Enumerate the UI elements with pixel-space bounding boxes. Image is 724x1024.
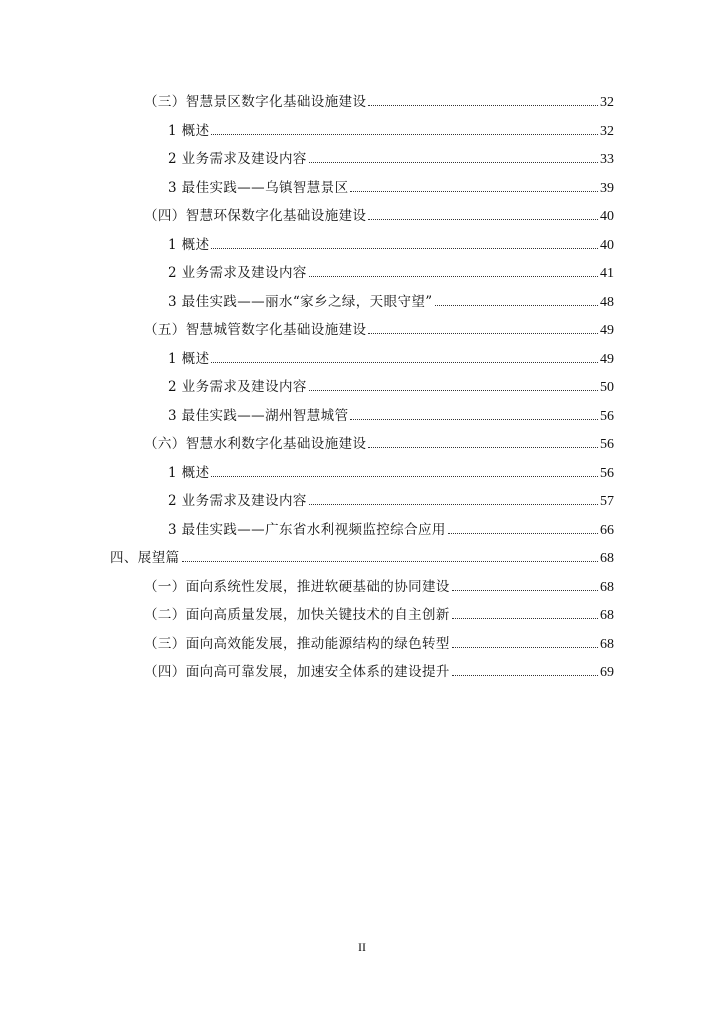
toc-entry-title: （六）智慧水利数字化基础设施建设 xyxy=(144,436,367,452)
dot-leader xyxy=(350,418,598,420)
toc-entry[interactable] xyxy=(0,317,724,346)
dot-leader xyxy=(309,389,598,391)
toc-entry[interactable] xyxy=(0,118,724,147)
toc-entry-page: 66 xyxy=(600,522,614,538)
toc-entry-page: 40 xyxy=(600,209,614,224)
toc-entry-title: （三）面向高效能发展，推动能源结构的绿色转型 xyxy=(144,635,450,652)
dot-leader xyxy=(182,560,599,562)
toc-entry-page: 49 xyxy=(600,351,614,367)
toc-entry-title: （一）面向系统性发展，推进软硬基础的协同建设 xyxy=(144,578,450,595)
dot-leader xyxy=(309,275,598,277)
toc-entry-page: 56 xyxy=(600,437,614,452)
dot-leader xyxy=(211,247,598,249)
toc-entry-title: 1 概述 xyxy=(168,464,210,481)
toc-entry-title: 1 概述 xyxy=(168,350,210,367)
toc-entry-title: 2 业务需求及建设内容 xyxy=(168,265,307,281)
toc-entry-title: 四、展望篇 xyxy=(110,550,180,566)
dot-leader xyxy=(368,104,598,106)
toc-entry-page: 56 xyxy=(600,408,614,424)
toc-entry-page: 68 xyxy=(600,608,614,623)
toc-entry-title: （三）智慧景区数字化基础设施建设 xyxy=(144,94,367,110)
dot-leader xyxy=(452,674,598,676)
toc-entry[interactable] xyxy=(0,488,724,517)
toc-entry-page: 69 xyxy=(600,665,614,680)
toc-entry-title: （四）面向高可靠发展，加速安全体系的建设提升 xyxy=(144,664,450,680)
toc-entry-title: 2 业务需求及建设内容 xyxy=(168,151,307,167)
dot-leader xyxy=(309,161,598,163)
toc-entry[interactable] xyxy=(0,260,724,289)
toc-entry-title: （五）智慧城管数字化基础设施建设 xyxy=(144,322,367,338)
dot-leader xyxy=(350,190,598,192)
toc-entry[interactable] xyxy=(0,146,724,175)
toc-entry-title: 2 业务需求及建设内容 xyxy=(168,379,307,395)
toc-entry-title: 3 最佳实践——广东省水利视频监控综合应用 xyxy=(168,521,446,538)
toc-entry[interactable] xyxy=(0,517,724,546)
toc-entry-page: 40 xyxy=(600,237,614,253)
toc-entry-title: 1 概述 xyxy=(168,236,210,253)
toc-entry-title: 1 概述 xyxy=(168,122,210,139)
dot-leader xyxy=(309,503,598,505)
toc-entry-page: 41 xyxy=(600,266,614,281)
toc-entry-title: 3 最佳实践——丽水“家乡之绿，天眼守望” xyxy=(168,293,433,310)
toc-entry-title: （二）面向高质量发展，加快关键技术的自主创新 xyxy=(144,607,450,623)
dot-leader xyxy=(368,446,598,448)
toc-entry-page: 50 xyxy=(600,380,614,395)
toc-entry[interactable] xyxy=(0,545,724,574)
toc-entry-page: 39 xyxy=(600,180,614,196)
toc-entry[interactable] xyxy=(0,232,724,261)
toc-entry[interactable] xyxy=(0,602,724,631)
dot-leader xyxy=(368,218,598,220)
toc-entry-page: 68 xyxy=(600,636,614,652)
toc-entry[interactable] xyxy=(0,631,724,660)
dot-leader xyxy=(452,589,598,591)
toc-entry[interactable] xyxy=(0,289,724,318)
dot-leader xyxy=(448,532,598,534)
toc-entry[interactable] xyxy=(0,89,724,118)
toc-entry-title: 3 最佳实践——乌镇智慧景区 xyxy=(168,179,349,196)
page-number: II xyxy=(358,940,366,954)
dot-leader xyxy=(452,617,598,619)
toc-entry-page: 56 xyxy=(600,465,614,481)
toc-entry[interactable] xyxy=(0,374,724,403)
toc-entry[interactable] xyxy=(0,346,724,375)
toc-entry-page: 32 xyxy=(600,95,614,110)
toc-entry-title: （四）智慧环保数字化基础设施建设 xyxy=(144,208,367,224)
toc-entry[interactable] xyxy=(0,203,724,232)
dot-leader xyxy=(368,332,598,334)
dot-leader xyxy=(211,133,598,135)
dot-leader xyxy=(211,475,598,477)
toc-entry-page: 57 xyxy=(600,494,614,509)
dot-leader xyxy=(435,304,598,306)
toc-entry[interactable] xyxy=(0,431,724,460)
toc-entry-title: 3 最佳实践——湖州智慧城管 xyxy=(168,407,349,424)
toc-entry[interactable] xyxy=(0,460,724,489)
toc-entry-page: 33 xyxy=(600,152,614,167)
toc-entry-page: 32 xyxy=(600,123,614,139)
toc-entry-page: 68 xyxy=(600,579,614,595)
toc-entry-title: 2 业务需求及建设内容 xyxy=(168,493,307,509)
toc-entry-page: 68 xyxy=(600,551,614,566)
toc-entry-page: 48 xyxy=(600,294,614,310)
toc-entry[interactable] xyxy=(0,659,724,688)
toc-entry[interactable] xyxy=(0,175,724,204)
dot-leader xyxy=(452,646,598,648)
toc-entry[interactable] xyxy=(0,574,724,603)
table-of-contents xyxy=(0,89,724,688)
toc-entry-page: 49 xyxy=(600,323,614,338)
toc-entry[interactable] xyxy=(0,403,724,432)
dot-leader xyxy=(211,361,598,363)
